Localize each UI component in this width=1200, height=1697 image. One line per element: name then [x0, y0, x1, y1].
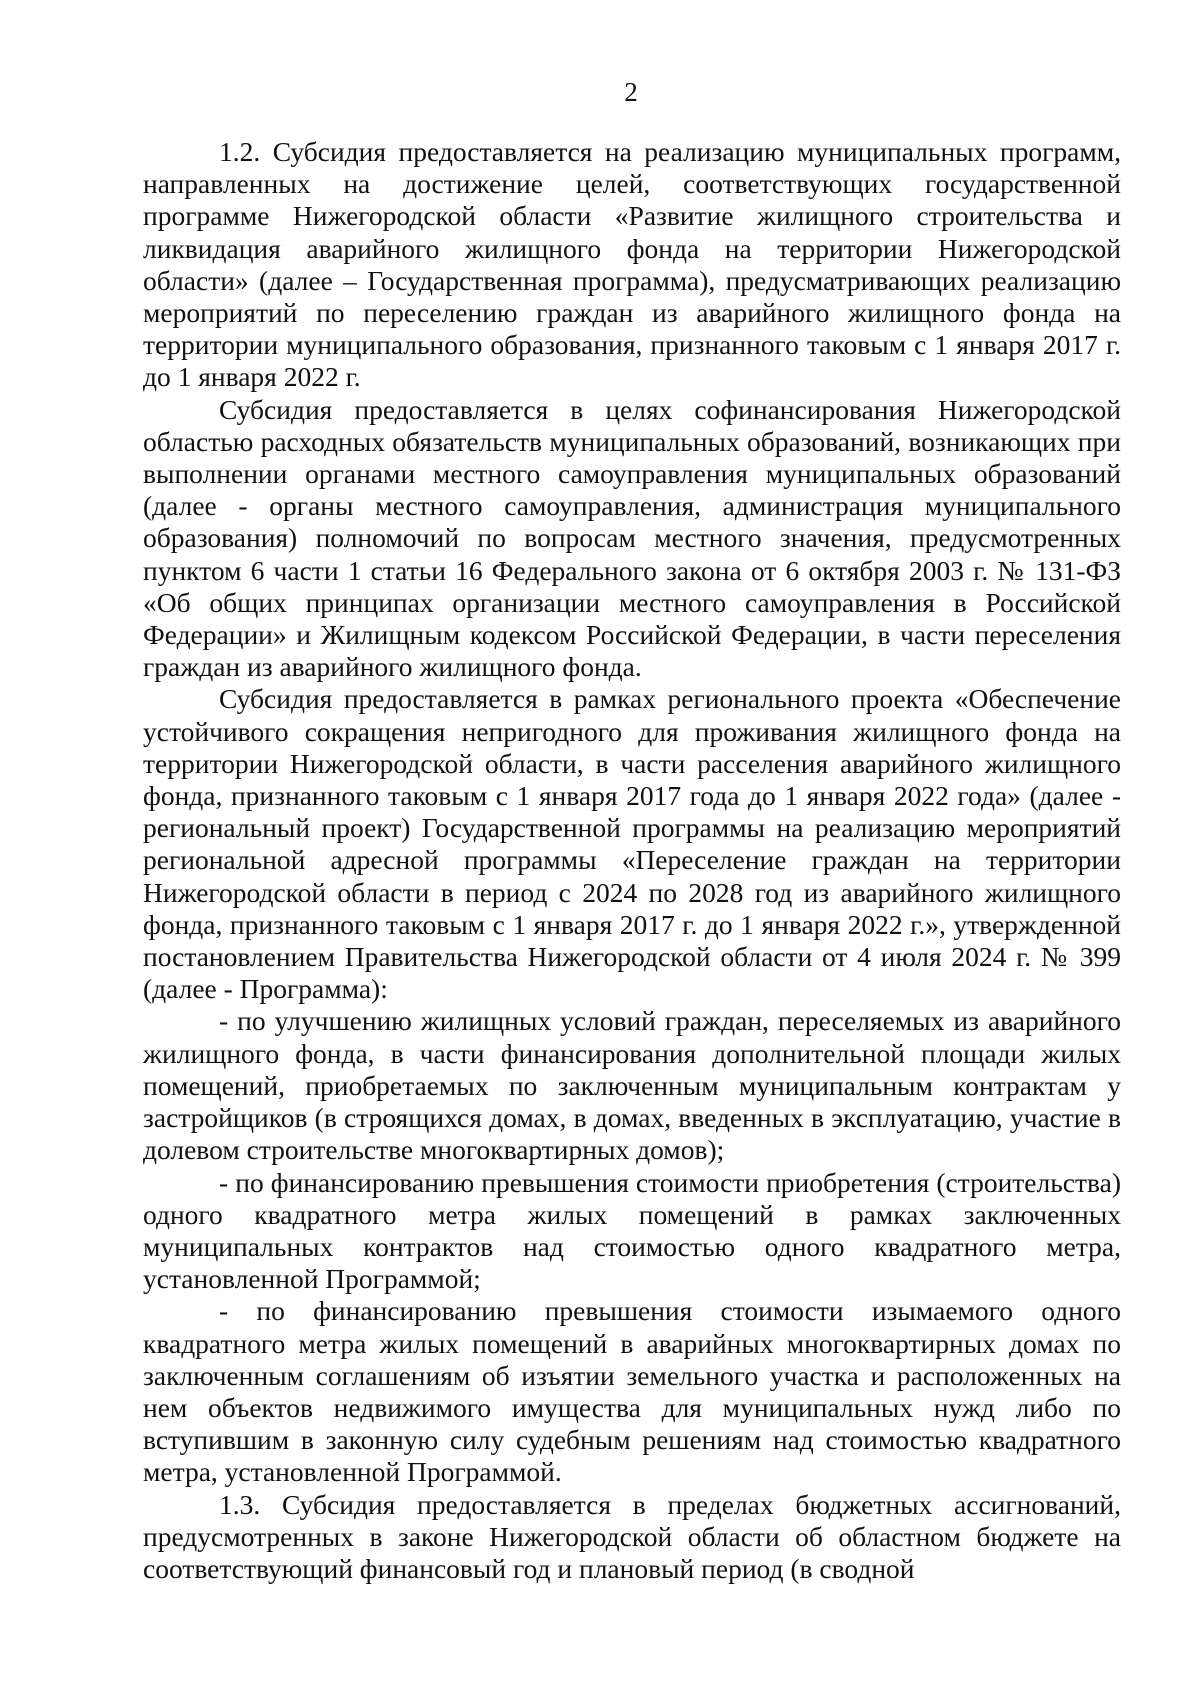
- list-item-housing-conditions: - по улучшению жилищных условий граждан, переселяемых из аварийного жилищного фонда, в части финансирования дополнительной площади жилых помещений, приобретаемых по заключенным муниципальным контрактам у застройщиков (в строящихся домах, в домах, введенных в эксплуатацию, участие в долевом строительстве многоквартирных домов);: [143, 1005, 1121, 1166]
- list-item-cost-excess-contracts: - по финансированию превышения стоимости приобретения (строительства) одного квадратного метра жилых помещений в рамках заключенных муниципальных контрактов над стоимостью одного квадратного метра, установленной Программой;: [143, 1166, 1121, 1295]
- paragraph-1-2: 1.2. Субсидия предоставляется на реализацию муниципальных программ, направленных на достижение целей, соответствующих государственной программе Нижегородской области «Развитие жилищного строительства и ликвидация аварийного жилищного фонда на территории Нижегородской области» (далее – Государственная программа), предусматривающих реализацию мероприятий по переселению граждан из аварийного жилищного фонда на территории муниципального образования, признанного таковым с 1 января 2017 г. до 1 января 2022 г.: [143, 136, 1121, 393]
- paragraph-regional-project: Субсидия предоставляется в рамках регионального проекта «Обеспечение устойчивого сокращения непригодного для проживания жилищного фонда на территории Нижегородской области, в части расселения аварийного жилищного фонда, признанного таковым с 1 января 2017 года до 1 января 2022 года» (далее - региональный проект) Государственной программы на реализацию мероприятий региональной адресной программы «Переселение граждан на территории Нижегородской области в период с 2024 по 2028 год из аварийного жилищного фонда, признанного таковым с 1 января 2017 г. до 1 января 2022 г.», утвержденной постановлением Правительства Нижегородской области от 4 июля 2024 г. № 399 (далее - Программа):: [143, 683, 1121, 1005]
- list-item-cost-excess-seizure: - по финансированию превышения стоимости изымаемого одного квадратного метра жилых помещений в аварийных многоквартирных домах по заключенным соглашениям об изъятии земельного участка и расположенных на нем объектов недвижимого имущества для муниципальных нужд либо по вступившим в законную силу судебным решениям над стоимостью квадратного метра, установленной Программой.: [143, 1295, 1121, 1488]
- paragraph-cofinancing: Субсидия предоставляется в целях софинансирования Нижегородской областью расходных обязательств муниципальных образований, возникающих при выполнении органами местного самоуправления муниципальных образований (далее - органы местного самоуправления, администрация муниципального образования) полномочий по вопросам местного значения, предусмотренных пунктом 6 части 1 статьи 16 Федерального закона от 6 октября 2003 г. № 131-ФЗ «Об общих принципах организации местного самоуправления в Российской Федерации» и Жилищным кодексом Российской Федерации, в части переселения граждан из аварийного жилищного фонда.: [143, 393, 1121, 683]
- document-body: [143, 136, 1121, 1585]
- paragraph-1-3: 1.3. Субсидия предоставляется в пределах бюджетных ассигнований, предусмотренных в законе Нижегородской области об областном бюджете на соответствующий финансовый год и плановый период (в сводной: [143, 1488, 1121, 1584]
- page-number: 2: [624, 77, 638, 107]
